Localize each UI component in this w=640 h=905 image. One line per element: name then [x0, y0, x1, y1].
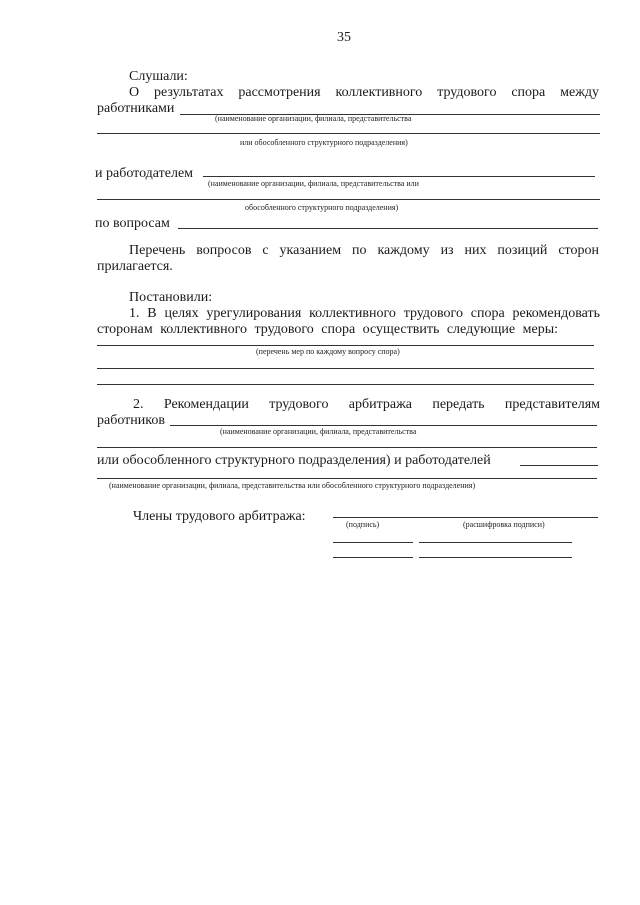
page-number: 35: [337, 30, 351, 45]
decided-item2-line3: или обособленного структурного подразделения) и работодателей: [97, 453, 491, 468]
employer-org-hint: (наименование организации, филиала, представительства или: [208, 179, 419, 188]
attached-line-2: прилагается.: [97, 259, 173, 274]
signature-line-2a[interactable]: [333, 542, 413, 543]
employer-subdiv-line[interactable]: [97, 199, 600, 200]
measures-line-3[interactable]: [97, 384, 594, 385]
signature-line-3a[interactable]: [333, 557, 413, 558]
item2-workers-line[interactable]: [170, 425, 597, 426]
decoding-hint: (расшифровка подписи): [463, 520, 545, 529]
signature-hint: (подпись): [346, 520, 380, 529]
workers-subdiv-line[interactable]: [97, 133, 600, 134]
heard-label: Слушали:: [129, 69, 188, 84]
measures-hint: (перечень мер по каждому вопросу спора): [256, 347, 400, 356]
employer-subdiv-hint: обособленного структурного подразделения): [245, 203, 399, 212]
item2-workers-label: работников: [97, 413, 165, 428]
measures-line-2[interactable]: [97, 368, 594, 369]
item2-full-line[interactable]: [97, 478, 597, 479]
workers-label: работниками: [97, 101, 175, 116]
attached-line-1: Перечень вопросов с указанием по каждому из них позиций сторон: [129, 243, 599, 258]
workers-org-hint: (наименование организации, филиала, представительства: [215, 114, 412, 123]
signature-line-3b[interactable]: [419, 557, 572, 558]
item2-org-line[interactable]: [97, 447, 597, 448]
decided-item2-line1: 2. Рекомендации трудового арбитража передать представителям: [133, 397, 600, 412]
heard-topic: О результатах рассмотрения коллективного трудового спора между: [129, 85, 599, 100]
item2-full-hint: (наименование организации, филиала, представительства или обособленного структурного подразделения): [109, 481, 476, 490]
workers-subdiv-hint: или обособленного структурного подразделения): [240, 138, 408, 147]
measures-line-1[interactable]: [97, 345, 594, 346]
questions-field-line[interactable]: [178, 228, 598, 229]
members-label: Члены трудового арбитража:: [133, 509, 306, 524]
item2-employers-line[interactable]: [520, 465, 598, 466]
decided-item1-line1: 1. В целях урегулирования коллективного трудового спора рекомендовать: [129, 306, 600, 321]
employer-label: и работодателем: [95, 166, 194, 181]
signature-line-2b[interactable]: [419, 542, 572, 543]
questions-label: по вопросам: [95, 216, 170, 231]
signature-line-1[interactable]: [333, 517, 598, 518]
item2-org-hint: (наименование организации, филиала, представительства: [220, 427, 417, 436]
decided-label: Постановили:: [129, 290, 213, 305]
employer-field-line[interactable]: [203, 176, 595, 177]
decided-item1-line2: сторонам коллективного трудового спора осуществить следующие меры:: [97, 322, 558, 337]
